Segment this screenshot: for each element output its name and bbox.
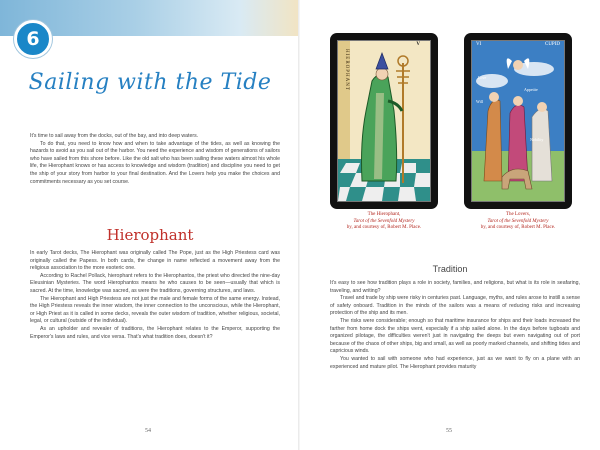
page-number-right: 55: [446, 428, 452, 434]
hierophant-paragraph: According to Rachel Pollack, hierophant refers to the Hierophantos, the priest who directed the nine-day Eleusinian Mysteries. The word Hierophantos means he who causes to be seen—usually that which is sacred. At the time, knowledge was sacred, as were the traditions, governing structures, and laws.: [30, 272, 280, 294]
intro-paragraph: To do that, you need to know how and when to take advantage of the tides, as well as knowing the hazards to avoid as you sail out of the harbor. You need the experience and wisdom of generations of sailors who have sailed from this shore before. Like the old salt who has been sailing these waters almost his whole life, the Hierophant knows or has access to knowledge and wisdom (tradition) and discipline you need to get the ship of your story from harbor to your final destination. And the Lovers help you make the choices and commitments necessary as you set course.: [30, 140, 280, 185]
hierophant-paragraph: In early Tarot decks, The Hierophant was originally called The Pope, just as the High Priestess card was originally called the Papess. In both cards, the change in name reflected a movement away from the religious association to the more esoteric one.: [30, 250, 280, 272]
hierophant-side-label: HIEROPHANT: [344, 49, 349, 91]
hierophant-text: [30, 250, 280, 341]
card-numeral-text: V: [416, 42, 420, 47]
caption-line: by, and courtesy of, Robert M. Place.: [346, 225, 422, 230]
tradition-paragraph: You wanted to sail with someone who had experience, just as we want to fly on a plane with an experienced and mature pilot. The Hierophant provides maturity: [330, 355, 580, 370]
caption-line: Tarot of the Sevenfold Mystery: [487, 218, 549, 224]
hierophant-card-image: [330, 33, 438, 209]
chapter-number-badge: [14, 20, 52, 58]
tradition-text: [330, 280, 580, 371]
hierophant-paragraph: As an upholder and revealer of traditions, the Hierophant relates to the Emperor, supporting the Emperor's laws and rules, and vice versa. That's what tradition does, doesn't it?: [30, 325, 280, 340]
lovers-card-art: [471, 40, 565, 202]
lovers-label-nobility: Nobility: [530, 137, 544, 142]
caption-line: The Lovers,: [505, 212, 531, 217]
lovers-label-love: Love: [478, 75, 487, 80]
hierophant-side-text: [339, 49, 349, 91]
card-numeral-text: VI: [476, 42, 482, 47]
lovers-illustration: [472, 41, 564, 201]
hierophant-illustration: [338, 41, 430, 201]
card-name-text: CUPID: [544, 42, 560, 47]
section-title-tradition: Tradition: [432, 264, 468, 274]
hierophant-caption: [329, 212, 439, 232]
right-page: [300, 0, 600, 450]
lovers-card-header: [472, 42, 564, 47]
tradition-paragraph: It's easy to see how tradition plays a role in society, families, and religions, but what is its role in seafaring, traveling, and writing?: [330, 280, 580, 294]
tradition-paragraph: Travel and trade by ship were risky in centuries past. Language, myths, and rules arose to instill a sense of safety onboard. Tradition in the minds of the sailors was a means of reducing risks and increasing protection of the ship and its men.: [330, 295, 580, 317]
hierophant-paragraph: The Hierophant and High Priestess are not just the male and female forms of the same energy. Instead, the High Priestess reveals the inner wisdom, the inner connection to the unconscious, while the Hierophant, or High Priest as it is called in some decks, reveals the outer wisdom of tradition, whether religious, societal, legal, or cultural (outside of the individual).: [30, 295, 280, 325]
lovers-label-appetite: Appetite: [524, 87, 538, 92]
chapter-number: 6: [26, 28, 40, 50]
hierophant-card-art: [337, 40, 431, 202]
intro-paragraph: It's time to sail away from the docks, out of the bay, and into deep waters.: [30, 133, 199, 139]
hierophant-card-numeral: [338, 42, 430, 47]
caption-line: Tarot of the Sevenfold Mystery: [353, 218, 415, 224]
section-title-hierophant: Hierophant: [106, 226, 194, 244]
lovers-caption: [463, 212, 573, 232]
lovers-card-image: [464, 33, 572, 209]
caption-line: The Hierophant,: [367, 212, 401, 217]
page-number-left: 54: [145, 428, 151, 434]
tradition-paragraph: The risks were considerable; enough so that maritime insurance for ships and their loads increased the farther from home dock the ships went, especially if a ship sailed alone. In the days before tugboats and organized pilotage, the difficulties weren't just in navigating the deeps but even navigating out of port because of the chaos of other ships, big and small, as well as poorly marked channels, and shifting tides and capricious winds.: [330, 317, 580, 355]
chapter-title: Sailing with the Tide: [28, 70, 272, 95]
lovers-label-will: Will: [476, 99, 483, 104]
intro-text: [30, 133, 280, 186]
caption-line: by, and courtesy of, Robert M. Place.: [480, 225, 556, 230]
